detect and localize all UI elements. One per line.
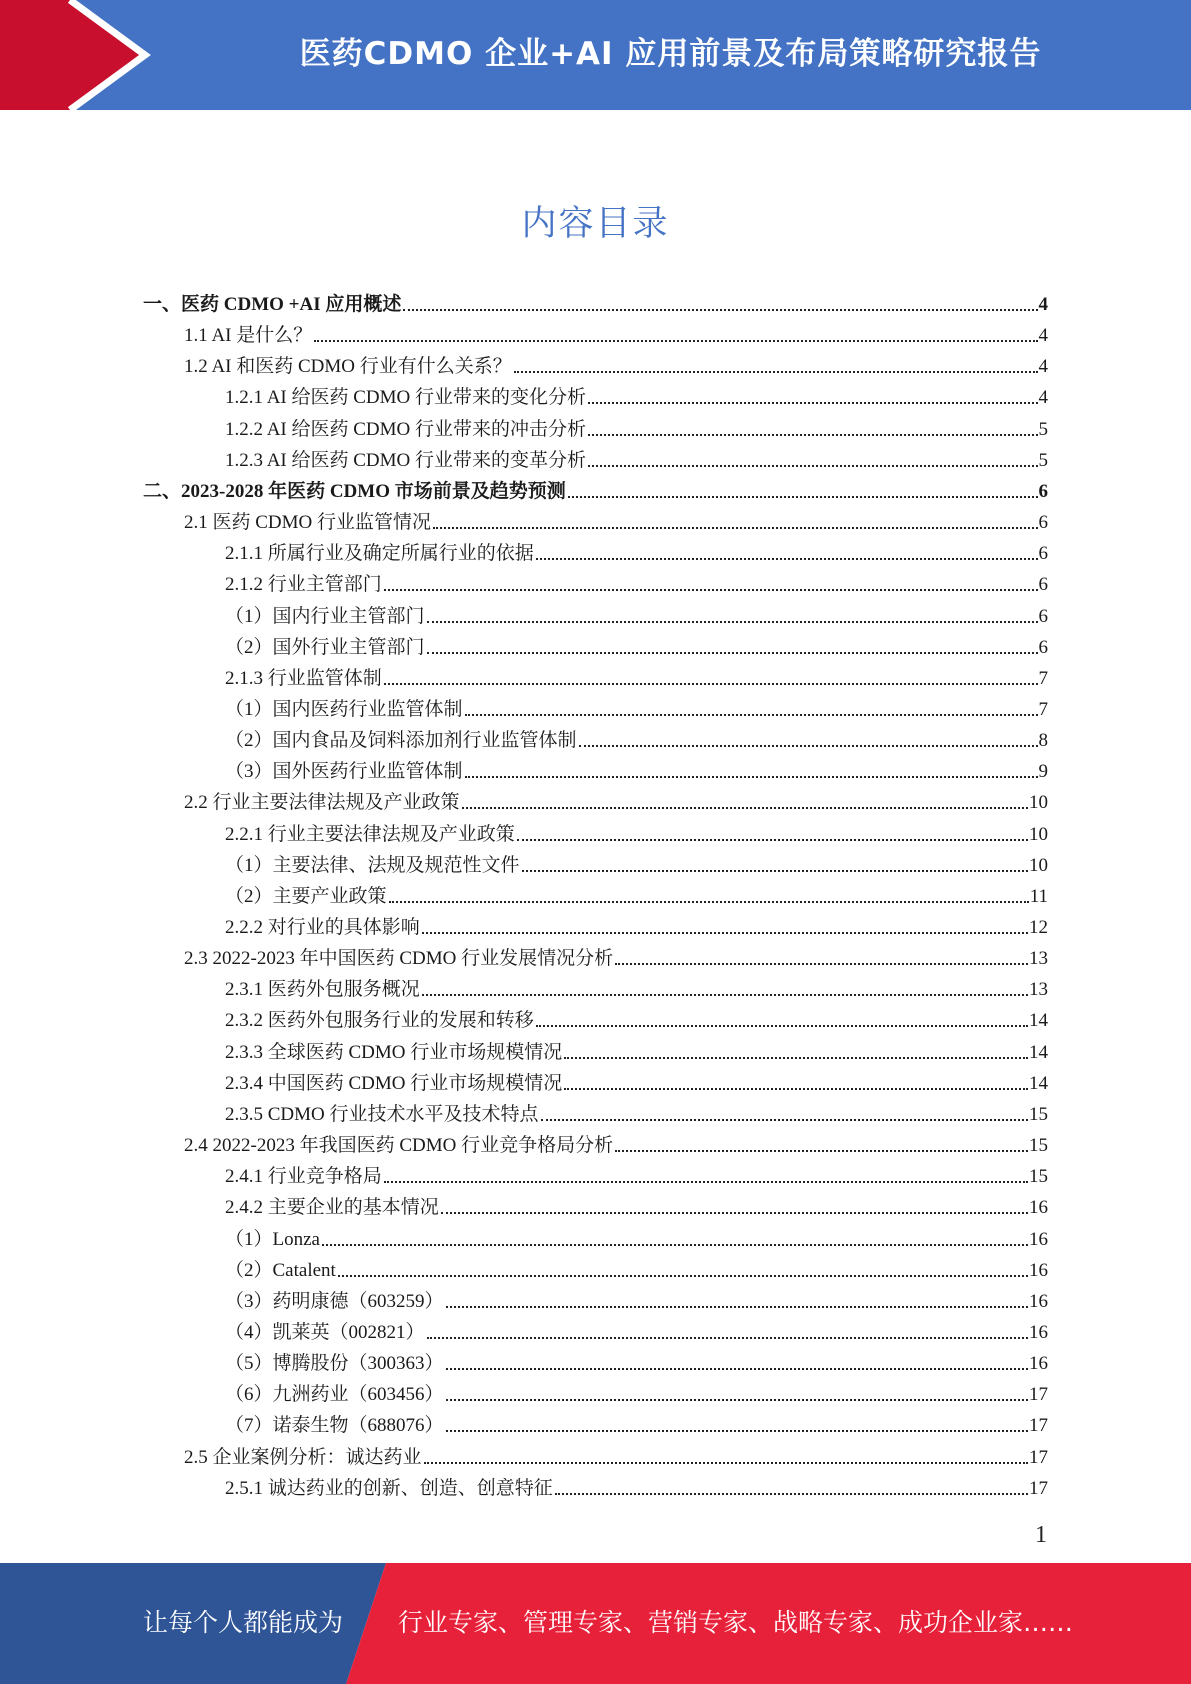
toc-dot-leader [615,963,1028,965]
toc-dot-leader [536,558,1038,560]
toc-entry-text: 2.3.5 CDMO 行业技术水平及技术特点 [225,1103,539,1125]
toc-dot-leader [446,1368,1028,1370]
toc-entry-text: 2.4.2 主要企业的基本情况 [225,1197,439,1219]
toc-dot-leader [322,1244,1028,1246]
toc-entry-page: 13 [1029,948,1048,970]
toc-entry-page: 10 [1029,854,1048,876]
toc-entry[interactable] [225,659,1048,690]
toc-entry-text: 2.2 行业主要法律法规及产业政策 [184,792,460,814]
toc-entry[interactable] [225,1469,1048,1500]
toc-dot-leader [615,1150,1028,1152]
page-number: 1 [1035,1522,1047,1548]
toc-entry-text: 2.2.2 对行业的具体影响 [225,917,420,938]
toc-dot-leader [384,1181,1028,1183]
toc-entry-text: 2.3.4 中国医药 CDMO 行业市场规模情况 [225,1072,563,1094]
toc-entry-text: 2.4.1 行业竞争格局 [225,1166,382,1188]
toc-entry[interactable] [225,1188,1048,1219]
toc-entry-page: 7 [1038,698,1048,720]
toc-entry-page: 17 [1029,1477,1048,1499]
toc-entry-text: 2.2.1 行业主要法律法规及产业政策 [225,823,515,845]
toc-entry-text: （2）国内食品及饲料添加剂行业监管体制 [225,730,577,752]
toc-entry[interactable] [184,503,1048,534]
toc-entry-text: 2.3.3 全球医药 CDMO 行业市场规模情况 [225,1041,563,1063]
toc-entry[interactable] [225,565,1048,596]
toc-dot-leader [424,1462,1028,1464]
toc-entry[interactable] [225,908,1048,939]
toc-entry[interactable] [225,1344,1048,1375]
toc-entry-page: 9 [1038,761,1048,783]
toc-entry-text: 2.5.1 诚达药业的创新、创造、创意特征 [225,1477,553,1499]
toc-entry-text: （5）博腾股份（300363） [225,1353,444,1375]
footer-band [0,1563,1191,1684]
toc-entry[interactable] [225,1406,1048,1437]
toc-dot-leader [422,932,1028,934]
toc-entry-page: 15 [1029,1135,1048,1157]
toc-dot-leader [522,870,1028,872]
toc-entry-page: 15 [1029,1166,1048,1188]
toc-entry-page: 14 [1029,1041,1048,1063]
toc-entry-text: 2.3.1 医药外包服务概况 [225,979,420,1001]
toc-entry[interactable] [143,285,1048,316]
toc-entry[interactable] [225,1157,1048,1188]
toc-entry[interactable] [225,628,1048,659]
report-title: 医药CDMO 企业+AI 应用前景及布局策略研究报告 [299,35,1042,72]
toc-entry-page: 16 [1029,1321,1048,1343]
toc-entry-page: 4 [1038,387,1048,409]
toc-entry-text: 1.2.3 AI 给医药 CDMO 行业带来的变革分析 [225,449,587,471]
toc-entry-page: 5 [1038,449,1048,471]
toc-entry[interactable] [225,1251,1048,1282]
toc-entry-text: （4）凯莱英（002821） [225,1321,425,1343]
toc-dot-leader [441,1212,1028,1214]
toc-entry[interactable] [225,378,1048,409]
toc-entry-text: 2.3.2 医药外包服务行业的发展和转移 [225,1010,534,1032]
toc-entry[interactable] [225,441,1048,472]
toc-dot-leader [568,496,1038,498]
toc-entry-text: 2.1.1 所属行业及确定所属行业的依据 [225,543,534,565]
toc-dot-leader [536,1025,1028,1027]
toc-entry-text: （2）Catalent [225,1259,336,1281]
toc-entry[interactable] [225,410,1048,441]
toc-dot-leader [517,839,1028,841]
toc-entry-page: 8 [1038,730,1048,752]
toc-dot-leader [384,683,1038,685]
toc-entry-page: 16 [1029,1259,1048,1281]
toc-entry-page: 6 [1038,574,1048,596]
toc-entry-page: 11 [1029,885,1048,907]
toc-entry-page: 10 [1029,823,1048,845]
toc-entry-text: 1.2.1 AI 给医药 CDMO 行业带来的变化分析 [225,387,587,409]
toc-entry-page: 14 [1029,1072,1048,1094]
toc-entry-text: 2.4 2022-2023 年我国医药 CDMO 行业竞争格局分析 [184,1135,614,1157]
toc-dot-leader [338,1275,1028,1277]
toc-entry-text: 2.5 企业案例分析：诚达药业 [184,1446,422,1468]
toc-entry-page: 17 [1029,1446,1048,1468]
toc-entry-page: 10 [1029,792,1048,814]
toc-entry[interactable] [225,970,1048,1001]
toc-entry-text: （3）药明康德（603259） [225,1290,444,1312]
toc-dot-leader [465,776,1038,778]
toc-entry-text: 一、医药 CDMO +AI 应用概述 [143,294,402,315]
toc-entry-page: 4 [1038,325,1048,347]
toc-entry-text: 1.2 AI 和医药 CDMO 行业有什么关系？ [184,356,512,378]
toc-entry[interactable] [225,846,1048,877]
toc-entry-text: 2.1.2 行业主管部门 [225,574,382,596]
toc-dot-leader [588,402,1037,404]
toc-entry-text: （2）主要产业政策 [225,885,387,907]
toc-dot-leader [514,371,1038,373]
toc-entry[interactable] [225,1095,1048,1126]
toc-title: 内容目录 [521,204,670,244]
toc-entry[interactable] [225,1375,1048,1406]
toc-dot-leader [427,1337,1028,1339]
toc-dot-leader [314,340,1037,342]
toc-entry[interactable] [225,1001,1048,1032]
toc-entry-page: 4 [1038,294,1048,315]
toc-dot-leader [446,1306,1028,1308]
toc-entry-text: 2.1 医药 CDMO 行业监管情况 [184,512,432,534]
toc-entry-text: （3）国外医药行业监管体制 [225,761,463,783]
toc-entry[interactable] [225,721,1048,752]
toc-entry-page: 12 [1029,917,1048,938]
toc-entry[interactable] [184,939,1048,970]
toc-entry-text: （1）Lonza [225,1228,320,1250]
toc-dot-leader [465,714,1038,716]
header-arrow-icon [0,0,160,110]
toc-entry-text: （2）国外行业主管部门 [225,636,425,658]
toc-dot-leader [389,901,1029,903]
toc-entry[interactable] [184,1126,1048,1157]
toc-entry-text: 1.1 AI 是什么？ [184,325,313,347]
toc-entry-page: 7 [1038,667,1048,689]
toc-entry-text: （7）诺泰生物（688076） [225,1415,444,1437]
toc-dot-leader [579,745,1038,747]
header-band [0,0,1191,110]
toc-dot-leader [541,1119,1028,1121]
toc-entry[interactable] [143,472,1048,503]
toc-entry-page: 6 [1038,605,1048,627]
toc-entry-text: （6）九洲药业（603456） [225,1384,444,1406]
toc-entry[interactable] [225,877,1048,908]
toc-entry[interactable] [225,1313,1048,1344]
toc-dot-leader [403,309,1037,311]
toc-entry-page: 6 [1038,543,1048,565]
toc-dot-leader [564,1057,1028,1059]
toc-entry-text: （1）主要法律、法规及规范性文件 [225,854,520,876]
toc-entry[interactable] [225,1033,1048,1064]
toc-entry[interactable] [225,1220,1048,1251]
toc-entry-text: 1.2.2 AI 给医药 CDMO 行业带来的冲击分析 [225,418,587,440]
toc-dot-leader [446,1430,1028,1432]
toc-dot-leader [462,807,1028,809]
toc-entry-page: 15 [1029,1103,1048,1125]
toc-entry-page: 6 [1038,636,1048,658]
toc-entry-page: 4 [1038,356,1048,378]
toc-dot-leader [564,1088,1028,1090]
toc-dot-leader [588,465,1037,467]
toc-dot-leader [427,652,1038,654]
toc-dot-leader [588,434,1037,436]
toc-dot-leader [384,589,1038,591]
toc-entry[interactable] [184,347,1048,378]
toc-entry[interactable] [225,597,1048,628]
toc-entry-page: 6 [1038,512,1048,534]
toc-dot-leader [446,1399,1028,1401]
toc-entry-text: 2.1.3 行业监管体制 [225,667,382,689]
toc-entry[interactable] [225,752,1048,783]
toc-entry-page: 16 [1029,1228,1048,1250]
toc-entry[interactable] [225,815,1048,846]
toc-entry-page: 6 [1038,480,1048,502]
toc-entry-page: 13 [1029,979,1048,1001]
toc-entry[interactable] [225,1282,1048,1313]
toc-entry[interactable] [184,316,1048,347]
toc-entry-page: 5 [1038,418,1048,440]
toc-entry[interactable] [184,1438,1048,1469]
toc-entry-page: 16 [1029,1197,1048,1219]
toc-entry-page: 16 [1029,1353,1048,1375]
toc-entry-text: （1）国内医药行业监管体制 [225,698,463,720]
toc-dot-leader [555,1493,1028,1495]
toc-entry-text: （1）国内行业主管部门 [225,605,425,627]
toc-entry-page: 17 [1029,1384,1048,1406]
toc-entry[interactable] [225,1064,1048,1095]
toc-entry-page: 16 [1029,1290,1048,1312]
footer-slogan-right: 行业专家、管理专家、营销专家、战略专家、成功企业家…… [398,1608,1074,1637]
footer-slogan-left: 让每个人都能成为 [143,1608,344,1637]
toc-entry-page: 17 [1029,1415,1048,1437]
toc-dot-leader [422,994,1028,996]
toc-entry[interactable] [225,690,1048,721]
toc-entry[interactable] [225,534,1048,565]
toc-dot-leader [427,621,1038,623]
toc-entry-page: 14 [1029,1010,1048,1032]
toc-dot-leader [433,527,1037,529]
toc-entry-text: 二、2023-2028 年医药 CDMO 市场前景及趋势预测 [143,480,566,502]
toc-entry-text: 2.3 2022-2023 年中国医药 CDMO 行业发展情况分析 [184,948,614,970]
toc-entry[interactable] [184,783,1048,814]
